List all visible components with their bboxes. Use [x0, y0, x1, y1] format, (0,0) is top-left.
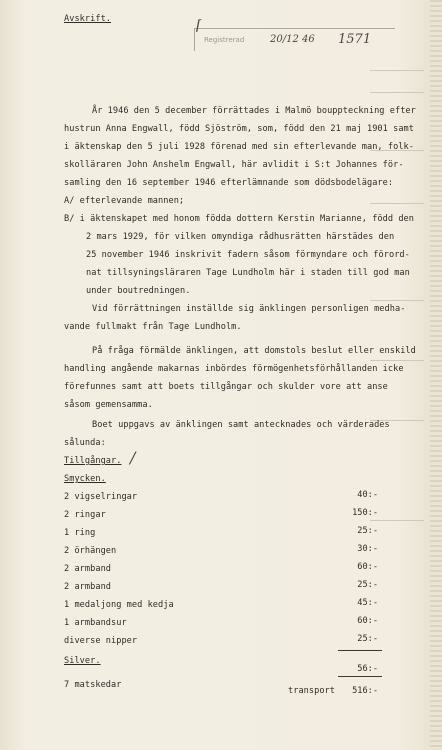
subsection-title-silver: Silver.: [64, 656, 101, 666]
body-line: Boet uppgavs av änklingen samt antecknades och värderades: [92, 420, 390, 430]
asset-item-label: 1 ring: [64, 528, 96, 538]
body-line: handling angående makarnas inbördes förmögenhetsförhållanden icke: [64, 364, 404, 374]
jewelry-subtotal: 56:-: [357, 664, 378, 674]
ghost-line: [370, 360, 424, 361]
body-line: B/ i äktenskapet med honom födda dottern Kerstin Marianne, född den: [64, 214, 414, 224]
page-edge: [430, 0, 442, 750]
body-line: vande fullmakt från Tage Lundholm.: [64, 322, 242, 332]
ghost-line: [370, 520, 424, 521]
body-line: hustrun Anna Engwall, född Sjöström, som, född den 21 maj 1901 samt: [64, 124, 414, 134]
stamp-handwritten-date: 20/12 46: [270, 34, 315, 45]
asset-item-label: 1 armbandsur: [64, 618, 127, 628]
body-line: skolläraren John Anshelm Engwall, här avlidit i S:t Johannes för-: [64, 160, 404, 170]
asset-item-value: 60:-: [357, 616, 378, 626]
body-line: såsom gemensamma.: [64, 400, 153, 410]
body-line: År 1946 den 5 december förrättades i Malmö bouppteckning efter: [92, 106, 416, 116]
asset-item-label: 2 vigselringar: [64, 492, 138, 502]
body-line: nat tillsyningsläraren Tage Lundholm här i staden till god man: [86, 268, 410, 278]
ghost-line: [370, 70, 424, 71]
asset-item-label: 2 armband: [64, 564, 112, 574]
asset-item-value: 150:-: [352, 508, 378, 518]
asset-item-value: 30:-: [357, 544, 378, 554]
body-line: Vid förrättningen inställde sig änklingen personligen medha-: [92, 304, 406, 314]
asset-item-value: 25:-: [357, 580, 378, 590]
body-line: under boutredningen.: [86, 286, 191, 296]
asset-item-value: 45:-: [357, 598, 378, 608]
ghost-line: [370, 203, 424, 204]
body-line: samling den 16 september 1946 efterlämnande som dödsbodelägare:: [64, 178, 394, 188]
transport-label: transport: [288, 686, 336, 696]
registration-stamp-label: Registrerad: [204, 36, 245, 44]
stamp-handwritten-number: 1571: [338, 32, 372, 47]
subsection-title-jewelry: Smycken.: [64, 474, 106, 484]
transport-value: 516:-: [352, 686, 378, 696]
body-line: 25 november 1946 inskrivit fadern såsom förmyndare och förord-: [86, 250, 410, 260]
asset-item-value: 25:-: [357, 634, 378, 644]
body-line: A/ efterlevande mannen;: [64, 196, 185, 206]
asset-item-value: 60:-: [357, 562, 378, 572]
asset-item-label: diverse nipper: [64, 636, 138, 646]
ghost-line: [370, 300, 424, 301]
asset-item-label: 2 örhängen: [64, 546, 117, 556]
asset-item-label: 2 ringar: [64, 510, 106, 520]
silver-item-label: 7 matskedar: [64, 680, 122, 690]
document-title: Avskrift.: [64, 14, 112, 24]
body-line: i äktenskap den 5 juli 1928 förenad med sin efterlevande man, folk-: [64, 142, 414, 152]
handwritten-check-mark: /: [130, 448, 136, 467]
asset-item-value: 25:-: [357, 526, 378, 536]
body-line: På fråga förmälde änklingen, att domstols beslut eller enskild: [92, 346, 416, 356]
body-line: förefunnes samt att boets tillgångar och skulder vore att anse: [64, 382, 388, 392]
ghost-line: [370, 92, 424, 93]
stamp-mark: ⌈: [196, 18, 202, 34]
body-line: 2 mars 1929, för vilken omyndiga rådhusrätten härstädes den: [86, 232, 395, 242]
section-title-assets: Tillgångar.: [64, 456, 122, 466]
subtotal-rule: [338, 650, 382, 651]
asset-item-label: 1 medaljong med kedja: [64, 600, 174, 610]
asset-item-value: 40:-: [357, 490, 378, 500]
subtotal-rule: [338, 676, 382, 677]
body-line: sålunda:: [64, 438, 106, 448]
asset-item-label: 2 armband: [64, 582, 112, 592]
